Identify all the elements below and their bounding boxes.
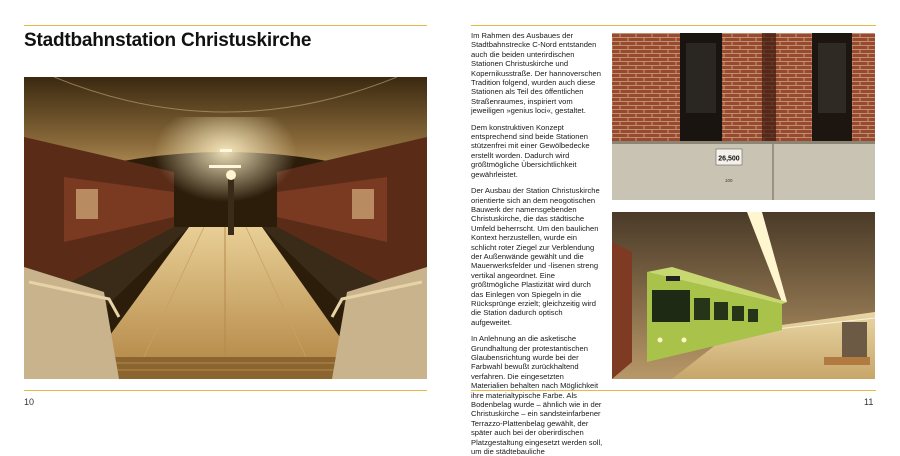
train-platform-photo bbox=[612, 212, 875, 379]
station-hall-photo bbox=[24, 77, 427, 379]
wall-sign-text: 26,500 bbox=[718, 155, 740, 163]
paragraph: In Anlehnung an die asketische Grundhaltung der protestantischen Glaubensrichtung wurde bei der Farbwahl bewußt zurückhaltend verfahren. Die eingesetzten Materialien behalten nach Möglichkeit ihre materialtypische Farbe. Als Bodenbelag wurde – ähnlich wie in der Christuskirche – ein sandsteinfarbener Terrazzo-Plattenbelag gewählt, der später auch bei der oberirdischen Platzgestaltung eingesetzt werden soll, um die städtebauliche bbox=[471, 334, 603, 456]
bottom-rule bbox=[24, 390, 427, 391]
brick-wall-photo bbox=[612, 33, 875, 200]
top-rule bbox=[24, 25, 427, 26]
page-number-left: 10 bbox=[24, 397, 35, 407]
paragraph: Der Ausbau der Station Christuskirche orientierte sich an dem neogotischen Bauwerk der namensgebenden Christuskirche, die das städtische Umfeld beherrscht. Um den baulichen Kontext herzustellen, wurde ein schlicht roter Ziegel zur Verblendung der Außenwände gewählt und die Mauerwerksfelder und -lisenen streng vertikal angeordnet. Eine größtmögliche Plastizität wird durch das Einlegen von Spiegeln in die Rücksprünge erzielt; gleichzeitig wird die Station dadurch optisch aufgeweitet. bbox=[471, 186, 600, 327]
paragraph: Im Rahmen des Ausbaues der Stadtbahnstrecke C-Nord entstanden auch die beiden unterirdischen Stationen Christuskirche und Kopernikusstraße. Der hannoverschen Tradition folgend, wurden auch diese Stationen als Teil des öffentlichen Straßenraumes, inspiriert vom jeweiligen »genius loci«, gestaltet. bbox=[471, 31, 602, 116]
top-rule-right bbox=[471, 25, 876, 26]
paragraph: Dem konstruktiven Konzept entsprechend sind beide Stationen stützenfrei mit einer Gewölbedecke erstellt worden. Dadurch wird größtmögliche Übersichtlichkeit gewährleistet. bbox=[471, 122, 590, 179]
page-title: Stadtbahnstation Christuskirche bbox=[24, 30, 312, 51]
left-page bbox=[0, 0, 450, 422]
article-body bbox=[471, 31, 603, 456]
wall-small-text: 100 bbox=[725, 178, 733, 183]
page-number-right: 11 bbox=[864, 397, 874, 407]
